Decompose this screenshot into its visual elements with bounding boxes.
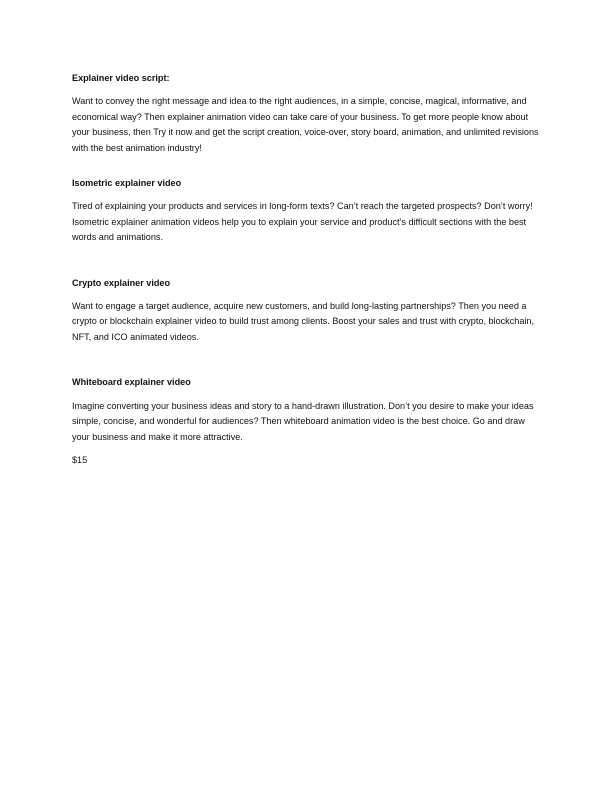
section-body-whiteboard: Imagine converting your business ideas and story to a hand-drawn illustration. Don’t you desire to make your ideas simple, concise, and wonderful for audiences? Then whiteboard animation video is the best choice. Go and draw your business and make it more attractive. [72, 400, 534, 442]
price-text: $15 [72, 454, 88, 465]
section-body-crypto: Want to engage a target audience, acquire new customers, and build long-lasting partnerships? Then you need a crypto or blockchain explainer video to build trust among clients. Boost your sales and trust with crypto, blockchain, NFT, and ICO animated videos. [72, 301, 534, 342]
section-heading-isometric: Isometric explainer video [72, 178, 182, 189]
document-body [72, 71, 542, 468]
section-heading-crypto: Crypto explainer video [72, 277, 171, 288]
section-heading-explainer-script: Explainer video script: [72, 73, 170, 83]
section-body-isometric: Tired of explaining your products and services in long-form texts? Can’t reach the targeted prospects? Don’t worry! Isometric explainer animation videos help you to explain your service and product’s difficult sections with the best words and animations. [72, 201, 533, 243]
section-heading-whiteboard: Whiteboard explainer video [72, 377, 191, 388]
section-body-explainer-script: Want to convey the right message and idea to the right audiences, in a simple, concise, magical, informative, and economical way? Then explainer animation video can take care of your business. To get more people know about your business, then Try it now and get the script creation, voice-over, story board, animation, and unlimited revisions with the best animation industry! [72, 96, 539, 153]
